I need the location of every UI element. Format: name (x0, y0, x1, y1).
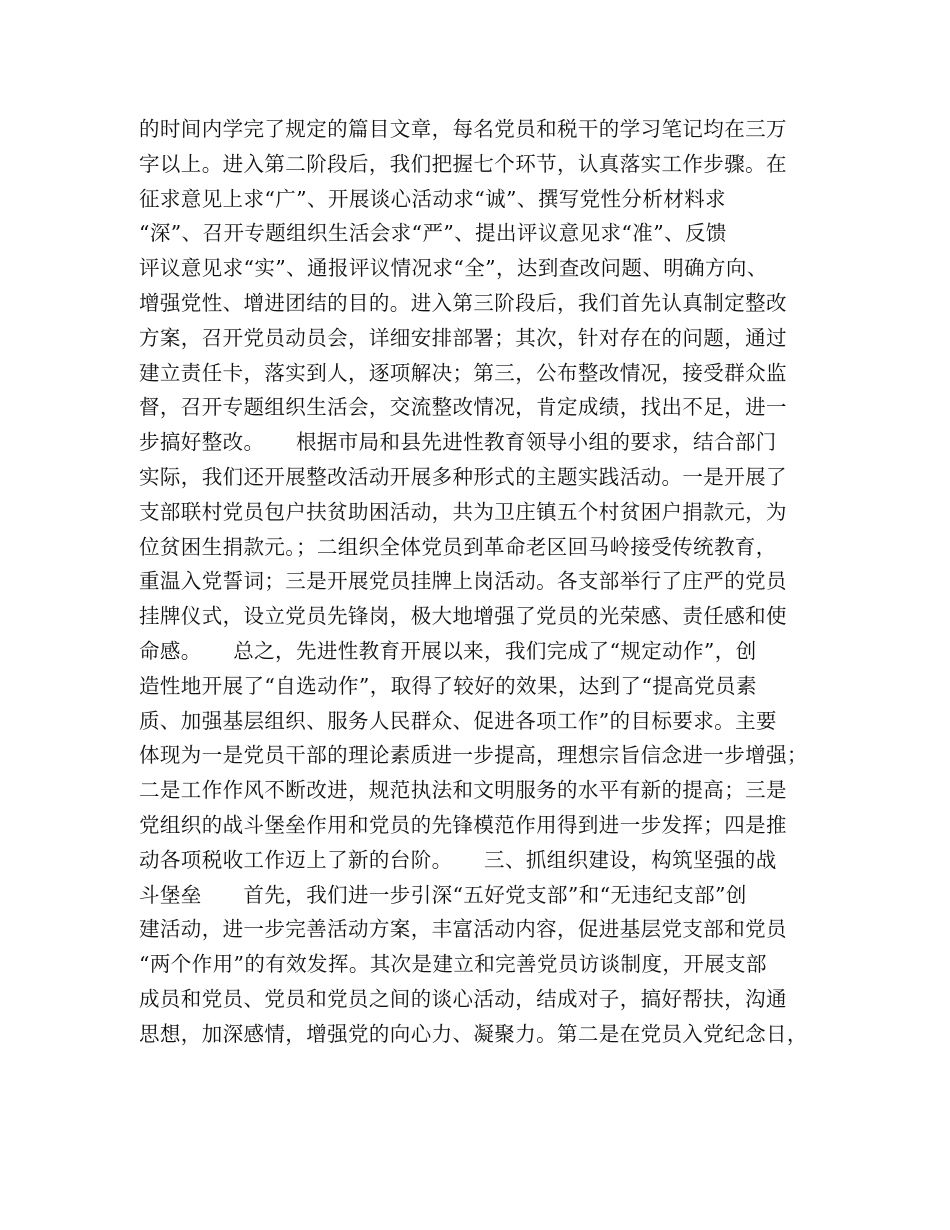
text-line: 体现为一是党员干部的理论素质进一步提高，理想宗旨信念进一步增强； (139, 743, 808, 768)
text-line: 重温入党誓词；三是开展党员挂牌上岗活动。各支部举行了庄严的党员 (139, 569, 787, 594)
text-line: 质、加强基层组织、服务人民群众、促进各项工作”的目标要求。主要 (139, 708, 777, 733)
text-line: 的时间内学完了规定的篇目文章，每名党员和税干的学习笔记均在三万 (139, 117, 787, 141)
text-line: 评议意见求“实”、通报评议情况求“全”，达到查改问题、明确方向、 (139, 256, 768, 281)
text-line: 命感。 总之，先进性教育开展以来，我们完成了“规定动作”，创 (139, 638, 757, 663)
text-line: 成员和党员、党员和党员之间的谈心活动，结成对子，搞好帮扶，沟通 (139, 986, 787, 1011)
text-line: 方案，召开党员动员会，详细安排部署；其次，针对存在的问题，通过 (139, 325, 787, 350)
text-line: 造性地开展了“自选动作”，取得了较好的效果，达到了“提高党员素 (139, 673, 757, 698)
text-line: 党组织的战斗堡垒作用和党员的先锋模范作用得到进一步发挥；四是推 (139, 812, 787, 837)
text-line: 位贫困生捐款元。；二组织全体党员到革命老区回马岭接受传统教育， (139, 534, 777, 559)
text-line: 支部联村党员包户扶贫助困活动，共为卫庄镇五个村贫困户捐款元，为 (139, 499, 787, 524)
text-line: 实际，我们还开展整改活动开展多种形式的主题实践活动。一是开展了 (139, 464, 787, 489)
text-line: 动各项税收工作迈上了新的台阶。 三、抓组织建设，构筑坚强的战 (139, 847, 777, 872)
text-line: 步搞好整改。 根据市局和县先进性教育领导小组的要求，结合部门 (139, 430, 777, 455)
text-line: “两个作用”的有效发挥。其次是建立和完善党员访谈制度，开展支部 (139, 952, 767, 977)
text-line: 建立责任卡，落实到人，逐项解决；第三，公布整改情况，接受群众监 (139, 360, 787, 385)
text-line: 督，召开专题组织生活会，交流整改情况，肯定成绩，找出不足，进一 (139, 395, 787, 420)
text-line: 挂牌仪式，设立党员先锋岗，极大地增强了党员的光荣感、责任感和使 (139, 604, 787, 629)
text-line: 建活动，进一步完善活动方案，丰富活动内容，促进基层党支部和党员 (139, 917, 787, 942)
text-line: 思想，加深感情，增强党的向心力、凝聚力。第二是在党员入党纪念日， (139, 1021, 808, 1046)
text-line: 二是工作作风不断改进，规范执法和文明服务的水平有新的提高；三是 (139, 778, 787, 803)
text-line: 字以上。进入第二阶段后，我们把握七个环节，认真落实工作步骤。在 (139, 151, 787, 176)
text-line: 增强党性、增进团结的目的。进入第三阶段后，我们首先认真制定整改 (139, 290, 787, 315)
text-line: 斗堡垒 首先，我们进一步引深“五好党支部”和“无违纪支部”创 (139, 882, 747, 907)
text-line: 征求意见上求“广”、开展谈心活动求“诚”、撰写党性分析材料求 (139, 186, 726, 211)
text-line: “深”、召开专题组织生活会求“严”、提出评议意见求“准”、反馈 (139, 221, 727, 246)
body-text (139, 112, 829, 1052)
